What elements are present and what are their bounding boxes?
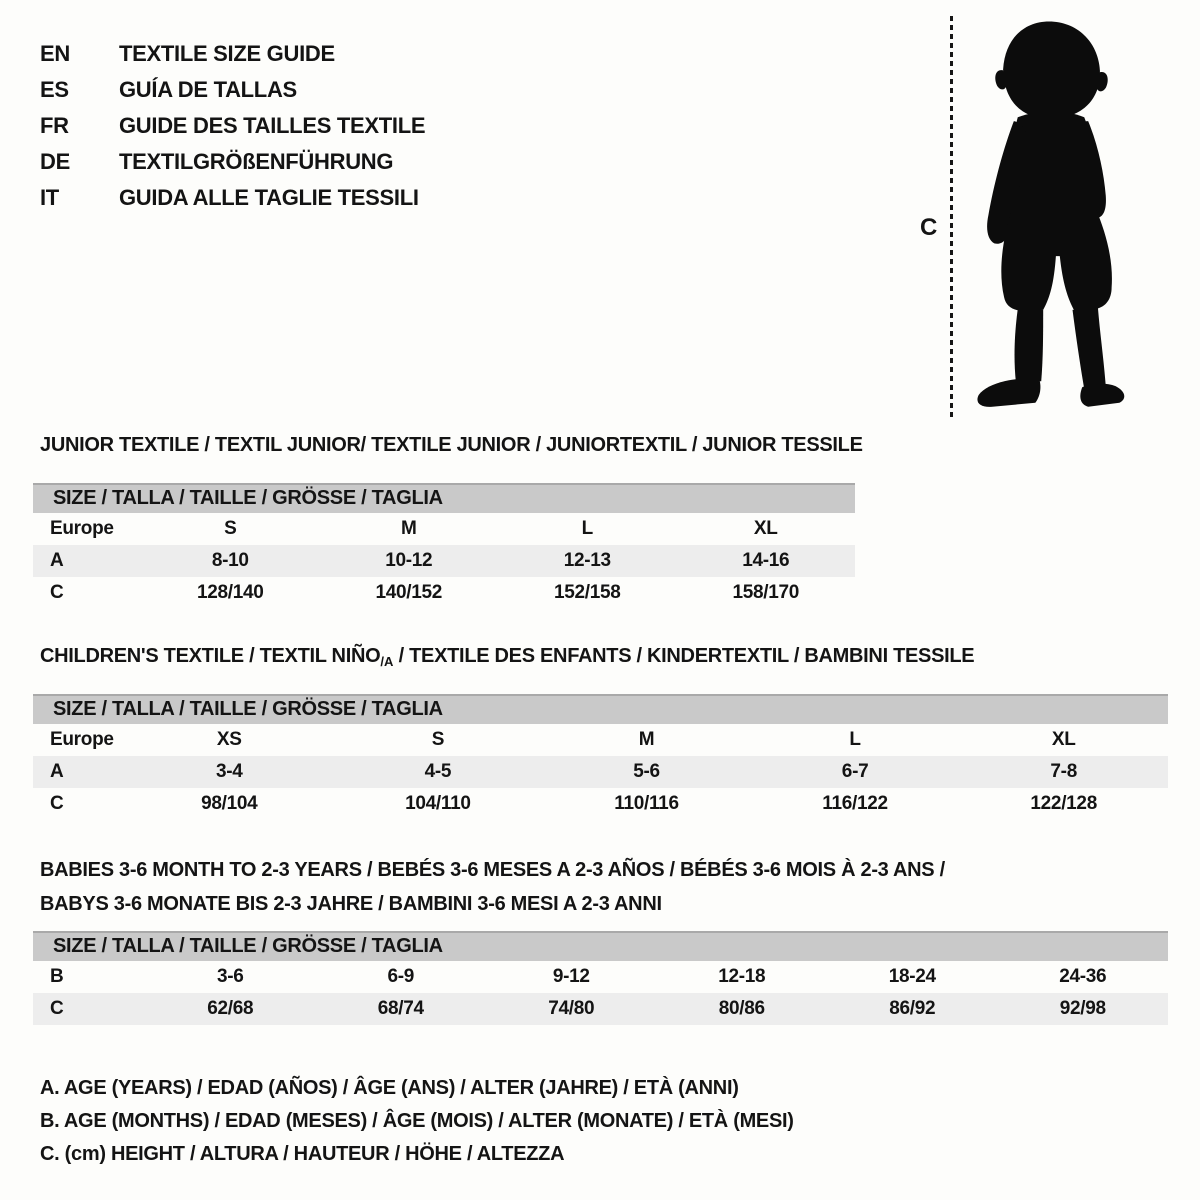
size-cell: XL	[753, 518, 778, 539]
size-cell: 140/152	[375, 582, 443, 603]
legend-block	[40, 1072, 794, 1171]
row-label: Europe	[50, 729, 114, 750]
table-row-europe	[33, 513, 855, 545]
size-cell: 62/68	[207, 998, 254, 1019]
children-title-part1: CHILDREN'S TEXTILE / TEXTIL NIÑO	[40, 645, 381, 667]
lang-title: TEXTILE SIZE GUIDE	[119, 41, 335, 66]
babies-section-title-line1: BABIES 3-6 MONTH TO 2-3 YEARS / BEBÉS 3-6 MESES A 2-3 AÑOS / BÉBÉS 3-6 MOIS À 2-3 ANS /	[40, 859, 945, 881]
size-cell: 10-12	[385, 550, 433, 571]
children-size-header-bar: SIZE / TALLA / TAILLE / GRÖSSE / TAGLIA	[33, 694, 1168, 724]
size-cell: 128/140	[196, 582, 264, 603]
children-section	[33, 644, 1168, 820]
size-cell: 86/92	[889, 998, 936, 1019]
row-label: Europe	[50, 518, 114, 539]
junior-size-header-bar: SIZE / TALLA / TAILLE / GRÖSSE / TAGLIA	[33, 483, 855, 513]
legend-line-a: A. AGE (YEARS) / EDAD (AÑOS) / ÂGE (ANS) / ALTER (JAHRE) / ETÀ (ANNI)	[40, 1077, 739, 1099]
table-row-age-months	[33, 961, 1168, 993]
size-cell: 116/122	[822, 793, 888, 814]
size-cell: 104/110	[405, 793, 471, 814]
row-label: A	[50, 761, 64, 782]
legend-line-c: C. (cm) HEIGHT / ALTURA / HAUTEUR / HÖHE / ALTEZZA	[40, 1143, 565, 1165]
size-cell: 8-10	[211, 550, 249, 571]
junior-section	[33, 433, 863, 609]
size-cell: 5-6	[633, 761, 660, 782]
size-cell: L	[849, 729, 861, 750]
babies-size-table	[33, 961, 1168, 1025]
size-cell: 18-24	[888, 966, 936, 987]
size-cell: 12-18	[718, 966, 766, 987]
size-cell: XS	[216, 729, 242, 750]
lang-row-es	[40, 72, 425, 108]
row-label: C	[50, 582, 64, 603]
lang-title: GUIDE DES TAILLES TEXTILE	[119, 113, 426, 138]
height-measure-dashed-line	[950, 16, 953, 418]
lang-code: IT	[40, 185, 59, 210]
size-cell: 6-9	[387, 966, 415, 987]
lang-title: TEXTILGRÖßENFÜHRUNG	[119, 149, 394, 174]
table-row-height	[33, 577, 855, 609]
table-row-height	[33, 993, 1168, 1025]
lang-code: EN	[40, 41, 70, 66]
row-label: A	[50, 550, 64, 571]
lang-row-it	[40, 180, 425, 216]
table-row-age-years	[33, 545, 855, 577]
size-cell: 3-6	[216, 966, 244, 987]
language-title-block	[40, 36, 425, 216]
table-row-europe	[33, 724, 1168, 756]
size-cell: 12-13	[563, 550, 611, 571]
size-cell: 6-7	[841, 761, 869, 782]
size-cell: M	[400, 518, 417, 539]
size-cell: S	[431, 729, 445, 750]
size-cell: 158/170	[732, 582, 800, 603]
children-title-part2: / TEXTILE DES ENFANTS / KINDERTEXTIL / BAMBINI TESSILE	[393, 645, 975, 667]
babies-size-header-bar: SIZE / TALLA / TAILLE / GRÖSSE / TAGLIA	[33, 931, 1168, 961]
size-cell: 110/116	[614, 793, 679, 814]
size-cell: S	[224, 518, 237, 539]
size-cell: 98/104	[201, 793, 258, 814]
legend-line-b: B. AGE (MONTHS) / EDAD (MESES) / ÂGE (MOIS) / ALTER (MONATE) / ETÀ (MESI)	[40, 1110, 794, 1132]
height-figure-block	[900, 10, 1180, 430]
size-cell: 122/128	[1030, 793, 1097, 814]
table-row-height	[33, 788, 1168, 820]
lang-row-de	[40, 144, 425, 180]
size-cell: 4-5	[424, 761, 452, 782]
children-title-subscript: /A	[380, 654, 394, 669]
lang-row-fr	[40, 108, 425, 144]
lang-code: FR	[40, 113, 69, 138]
size-cell: XL	[1051, 729, 1076, 750]
size-cell: 9-12	[552, 966, 590, 987]
size-cell: 80/86	[718, 998, 765, 1019]
babies-section	[33, 853, 1168, 1025]
children-size-table	[33, 724, 1168, 820]
children-section-title	[33, 644, 1168, 670]
size-cell: M	[638, 729, 655, 750]
babies-section-title-line2: BABYS 3-6 MONATE BIS 2-3 JAHRE / BAMBINI 3-6 MESI A 2-3 ANNI	[40, 893, 662, 915]
row-label: C	[50, 793, 64, 814]
toddler-silhouette-icon	[963, 14, 1139, 420]
size-cell: 14-16	[742, 550, 790, 571]
lang-row-en	[40, 36, 425, 72]
size-cell: 152/158	[553, 582, 621, 603]
size-cell: 74/80	[548, 998, 595, 1019]
height-measure-label: C	[920, 214, 938, 241]
junior-size-table	[33, 513, 855, 609]
junior-section-title: JUNIOR TEXTILE / TEXTIL JUNIOR/ TEXTILE JUNIOR / JUNIORTEXTIL / JUNIOR TESSILE	[40, 434, 863, 456]
size-cell: 24-36	[1059, 966, 1107, 987]
lang-title: GUIDA ALLE TAGLIE TESSILI	[119, 185, 419, 210]
size-cell: 92/98	[1059, 998, 1106, 1019]
lang-code: ES	[40, 77, 69, 102]
size-cell: 7-8	[1050, 761, 1077, 782]
row-label: B	[50, 966, 64, 987]
size-cell: 68/74	[377, 998, 424, 1019]
table-row-age-years	[33, 756, 1168, 788]
lang-code: DE	[40, 149, 70, 174]
size-cell: L	[581, 518, 593, 539]
row-label: C	[50, 998, 64, 1019]
size-cell: 3-4	[216, 761, 243, 782]
lang-title: GUÍA DE TALLAS	[119, 77, 297, 102]
